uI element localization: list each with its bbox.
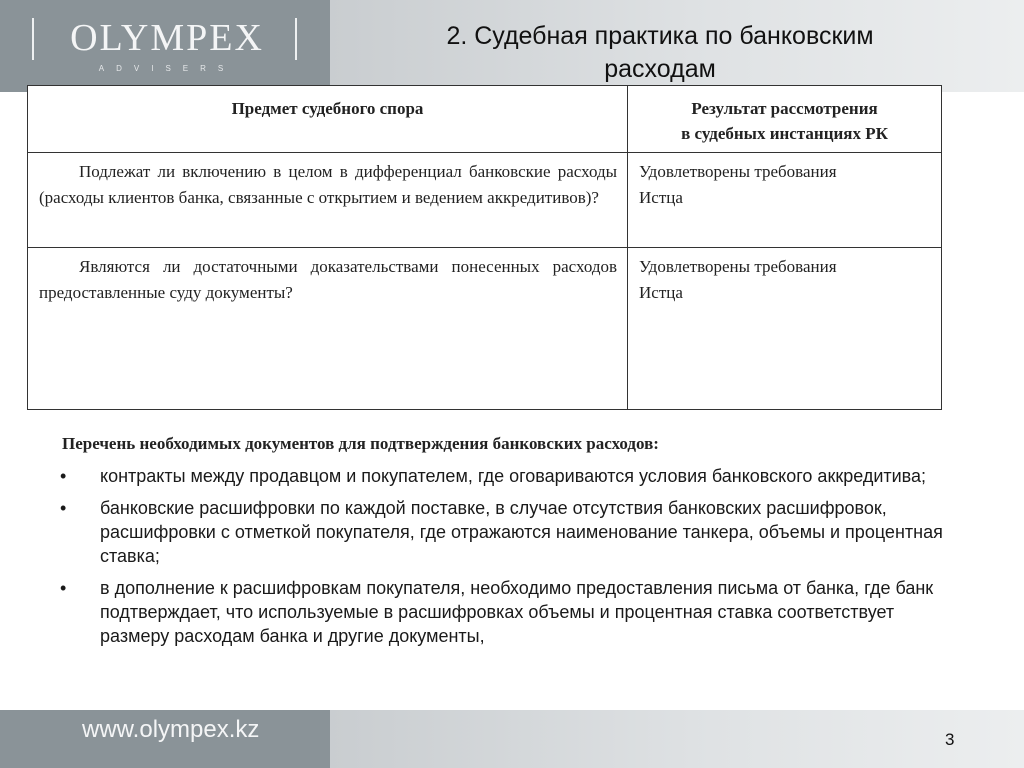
page-number: 3 bbox=[945, 730, 955, 749]
footer-right-panel bbox=[330, 710, 1024, 768]
list-item-text: банковские расшифровки по каждой поставке, в случае отсутствия банковских расшифровок, расшифровки с отметкой покупателя, где отражаются наименование танкера, объемы и процентная ставка; bbox=[100, 498, 943, 566]
documents-list-heading: Перечень необходимых документов для подтверждения банковских расходов: bbox=[62, 434, 659, 453]
court-practice-table bbox=[27, 85, 942, 410]
result-line1: Удовлетворены требования bbox=[639, 257, 837, 276]
bullet-icon: • bbox=[60, 578, 67, 598]
table-row bbox=[28, 153, 942, 248]
bullet-icon: • bbox=[60, 498, 67, 518]
bullet-icon: • bbox=[60, 466, 67, 486]
slide-title bbox=[380, 20, 940, 86]
logo-divider-left bbox=[32, 18, 34, 60]
table-cell-result bbox=[628, 248, 942, 410]
result-line1: Удовлетворены требования bbox=[639, 162, 837, 181]
result-line2: Истца bbox=[639, 283, 683, 302]
logo-divider-right bbox=[295, 18, 297, 60]
table-cell-question: Подлежат ли включению в целом в дифференциал банковские расходы (расходы клиентов банка, связанные с открытием и ведением аккредитивов)? bbox=[28, 153, 628, 248]
list-item bbox=[60, 464, 960, 488]
table-header-row bbox=[28, 86, 942, 153]
documents-list bbox=[60, 464, 960, 656]
slide-title-line2: расходам bbox=[604, 55, 716, 83]
table-cell-result bbox=[628, 153, 942, 248]
list-item-text: в дополнение к расшифровкам покупателя, необходимо предоставления письма от банка, где банк подтверждает, что используемые в расшифровках объемы и процентная ставка соответствует размеру расходам банка и другие документы, bbox=[100, 578, 934, 646]
table-cell-question: Являются ли достаточными доказательствами понесенных расходов предоставленные суду документы? bbox=[28, 248, 628, 410]
website-url: www.olympex.kz bbox=[82, 716, 260, 743]
result-line2: Истца bbox=[639, 188, 683, 207]
header-logo-panel bbox=[0, 0, 330, 92]
company-logo: OLYMPEX bbox=[70, 17, 264, 59]
column-header-subject: Предмет судебного спора bbox=[28, 86, 628, 153]
list-item-text: контракты между продавцом и покупателем, где оговариваются условия банковского аккредитива; bbox=[100, 466, 927, 486]
column-header-result-line1: Результат рассмотрения bbox=[691, 99, 878, 118]
table-row bbox=[28, 248, 942, 410]
column-header-result bbox=[628, 86, 942, 153]
list-item bbox=[60, 576, 960, 648]
slide-title-line1: 2. Судебная практика по банковским bbox=[446, 22, 874, 50]
company-logo-subtitle: ADVISERS bbox=[98, 64, 236, 73]
list-item bbox=[60, 496, 960, 568]
column-header-result-line2: в судебных инстанциях РК bbox=[681, 124, 888, 143]
